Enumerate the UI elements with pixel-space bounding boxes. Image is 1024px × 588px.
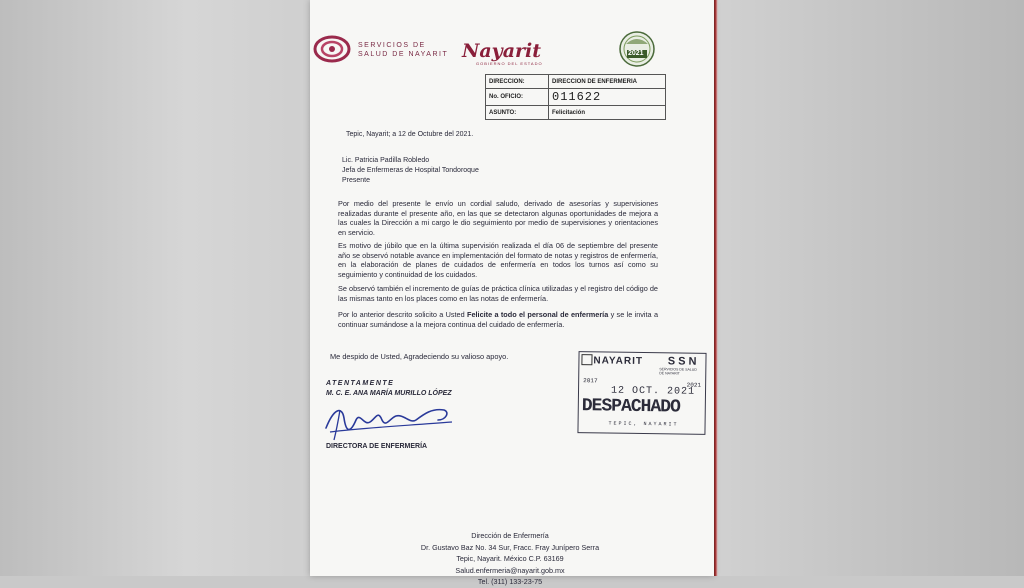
paragraph-4-start: Por lo anterior descrito solicito a Usted xyxy=(338,310,467,319)
stamp-location: TEPIC, NAYARIT xyxy=(608,420,679,428)
recipient-role: Jefa de Enfermeras de Hospital Tondoroque xyxy=(342,167,479,174)
nayarit-brand-logo: Nayarit xyxy=(462,40,542,62)
direccion-value: DIRECCION DE ENFERMERIA xyxy=(549,75,666,89)
health-services-logo-icon xyxy=(313,35,351,63)
paragraph-4-emphasis: Felicite a todo el personal de enfermería xyxy=(467,310,609,319)
agency-name: SERVICIOS DE SALUD DE NAYARIT xyxy=(358,42,449,58)
letter-footer xyxy=(370,530,650,588)
oficio-number: 011622 xyxy=(549,89,666,106)
footer-address: Dr. Gustavo Baz No. 34 Sur, Fracc. Fray Junípero Serra xyxy=(420,542,600,552)
stamp-status: DESPACHADO xyxy=(581,396,680,418)
stamp-year-left: 2017 xyxy=(583,377,598,385)
direccion-label: DIRECCION: xyxy=(486,75,549,89)
letter-date: Tepic, Nayarit; a 12 de Octubre del 2021. xyxy=(346,131,474,138)
asunto-value: Felicitación xyxy=(549,106,666,120)
anniversary-seal-icon xyxy=(618,30,656,68)
footer-department: Dirección de Enfermería xyxy=(471,531,549,540)
paragraph-2: Es motivo de júbilo que en la última supervisión realizada el día 06 de septiembre del presente año se observó notable avance en implementación del formato de notas y registros de enfermería, en la elaboración de planes de cuidados de enfermería en todos los turnos así como su seguimiento y continuidad de los cuidados. xyxy=(338,241,658,279)
seal-year: 2021 xyxy=(628,50,644,57)
recipient-name: Lic. Patricia Padilla Robledo xyxy=(342,157,430,164)
stamp-emblem-icon xyxy=(581,354,592,365)
letter-page xyxy=(310,0,714,587)
stamp-ssn: SSN xyxy=(667,355,700,368)
nayarit-brand-subtitle: GOBIERNO DEL ESTADO xyxy=(476,61,543,66)
stamp-date: 12 OCT. 2021 xyxy=(610,385,696,398)
asunto-label: ASUNTO: xyxy=(486,106,549,120)
handwritten-signature-icon xyxy=(320,398,460,444)
stamp-small-text: SERVICIOS DE SALUD DE NAYARIT xyxy=(659,367,697,376)
footer-email: Salud.enfermeria@nayarit.gob.mx xyxy=(455,565,565,575)
recipient-presente: Presente xyxy=(342,177,371,184)
signer-title: DIRECTORA DE ENFERMERÍA xyxy=(326,443,428,450)
paragraph-4 xyxy=(338,310,658,329)
document-info-table xyxy=(485,74,666,120)
paragraph-4-end: y se le invita a continuar sumándose a la mejora continua del cuidado de enfermería. xyxy=(338,310,658,329)
footer-phone: Tel. (311) 133-23-75 xyxy=(477,577,543,587)
background-right xyxy=(712,0,1024,576)
paragraph-1: Por medio del presente le envío un cordial saludo, derivado de asesorías y supervisiones realizadas durante el presente año, en las que se detectaron algunas oportunidades de mejora a las cuales la Dirección a mi cargo le dio seguimiento por medio de supervisiones y orientaciones en servicio. xyxy=(338,199,658,237)
stamp-org: NAYARIT xyxy=(593,355,644,368)
recipient-block xyxy=(342,156,479,186)
stamp-year-right: 2021 xyxy=(686,381,702,389)
footer-city: Tepic, Nayarit. México C.P. 63169 xyxy=(456,554,564,564)
paragraph-3: Se observó también el incremento de guías de práctica clínica utilizadas y el registro del código de las mismas tanto en los places como en las notas de enfermería. xyxy=(338,284,658,303)
background-left xyxy=(0,0,312,576)
atentamente-label: ATENTAMENTE xyxy=(326,380,395,387)
dispatch-stamp xyxy=(577,351,706,435)
closing-line: Me despido de Usted, Agradeciendo su valioso apoyo. xyxy=(330,352,509,361)
signer-name: M. C. E. ANA MARÍA MURILLO LÓPEZ xyxy=(326,390,452,397)
oficio-label: No. OFICIO: xyxy=(486,89,549,106)
